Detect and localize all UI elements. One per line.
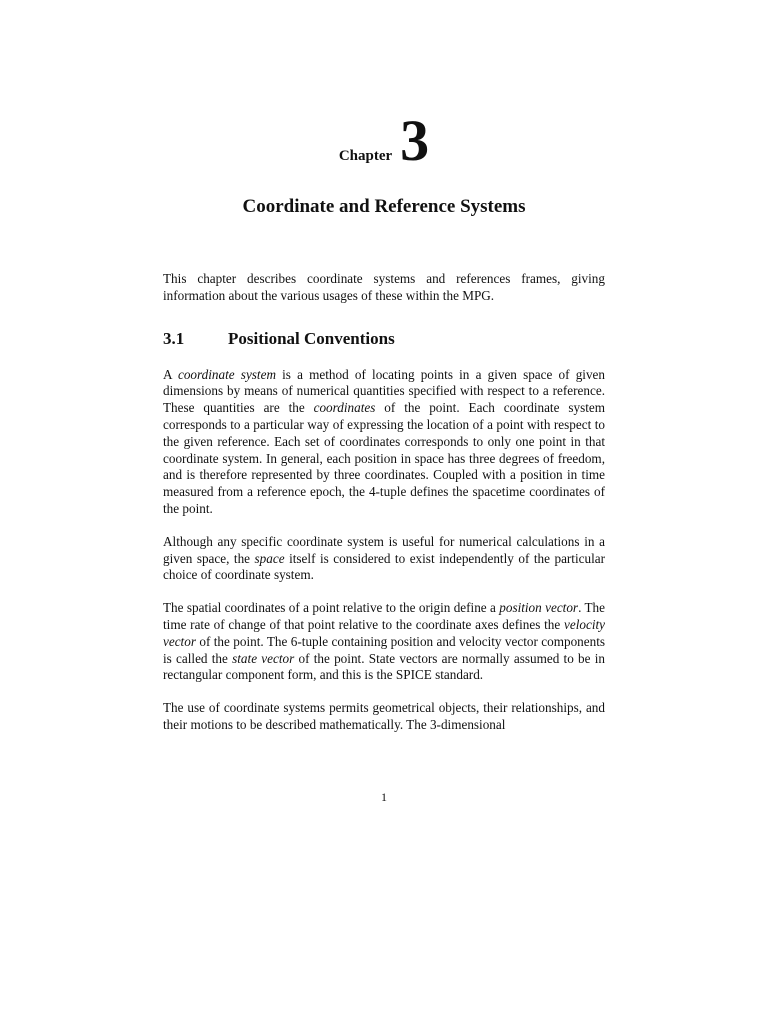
paragraph-geometry: The use of coordinate systems permits geometrical objects, their relationships, and their motions to be described mathematically. The 3-dimensional [163,700,605,732]
term-state-vector: state vector [232,650,295,666]
paragraph-coordinate-system [163,367,605,518]
text-run: Although any specific coordinate system is useful for numerical calculations in a given space, the [163,533,605,566]
term-coordinate-system: coordinate system [177,366,276,382]
text-run: The spatial coordinates of a point relative to the origin define a [163,600,500,616]
text-run: of the point. State vectors are normally assumed to be in rectangular component form, and this is the SPICE standard. [163,650,606,683]
text-run: A [163,366,178,382]
paragraph-vectors [163,600,605,684]
section-number: 3.1 [163,328,185,348]
chapter-label: Chapter [338,148,393,164]
text-run: of the point. The 6-tuple containing position and velocity vector components is called the [163,633,605,666]
term-coordinates: coordinates [313,400,376,416]
body-content [163,271,605,734]
paragraph-space [163,534,605,584]
intro-paragraph: This chapter describes coordinate systems and references frames, giving information about the various usages of these within the MPG. [163,271,605,303]
text-run: itself is considered to exist independently of the particular choice of coordinate system. [163,550,605,583]
section-title: Positional Conventions [228,328,395,348]
text-run: is a method of locating points in a given space of given dimensions by means of numerical quantities specified with respect to a reference. These quantities are the [163,366,606,416]
term-position-vector: position vector [499,600,579,616]
term-space: space [254,550,285,566]
text-run: of the point. Each coordinate system corresponds to a particular way of expressing the location of a point with respect to the given reference. Each set of coordinates corresponds to only one point in that coordinate system. In general, each position in space has three degrees of freedom, and is therefore represented by three coordinates. Coupled with a position in time measured from a reference epoch, the 4-tuple defines the spacetime coordinates of the point. [163,400,605,516]
section-heading [163,328,605,350]
text-run: . The time rate of change of that point relative to the coordinate axes defines the [163,600,606,632]
term-velocity-vector: velocity vector [163,616,605,649]
page-number: 1 [381,790,387,804]
chapter-number: 3 [400,108,430,173]
chapter-heading [0,108,768,173]
chapter-title: Coordinate and Reference Systems [242,196,526,217]
